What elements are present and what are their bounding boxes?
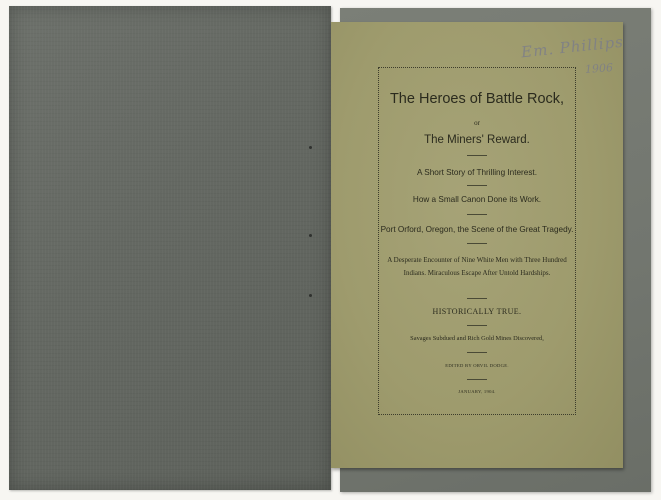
divider-rule: [467, 243, 487, 244]
punch-hole: [309, 146, 312, 149]
tagline-2: How a Small Canon Done its Work.: [412, 195, 542, 204]
punch-hole: [309, 294, 312, 297]
tagline-3: Port Orford, Oregon, the Scene of the Great Tragedy.: [380, 225, 574, 234]
or-separator: or: [474, 119, 480, 127]
divider-rule: [467, 325, 487, 326]
paper-texture: [9, 6, 331, 490]
historically-true: HISTORICALLY TRUE.: [432, 307, 522, 316]
back-cover: [9, 6, 331, 490]
publication-date: JANUARY, 1904.: [458, 389, 496, 394]
divider-rule: [467, 379, 487, 380]
description-paragraph: A Desperate Encounter of Nine White Men with Three Hundred Indians. Miraculous Escape After Untold Hardships.: [387, 256, 567, 277]
punch-hole: [309, 234, 312, 237]
title-page-content: [378, 67, 576, 415]
divider-rule: [467, 298, 487, 299]
tagline-1: A Short Story of Thrilling Interest.: [417, 168, 537, 177]
inscription-name: Em. Phillips: [520, 32, 625, 62]
book-subtitle: The Miners' Reward.: [424, 134, 530, 146]
divider-rule: [467, 185, 487, 186]
editor-credit: EDITED BY ORVIL DODGE.: [445, 363, 509, 368]
book-title: The Heroes of Battle Rock,: [389, 91, 565, 107]
divider-rule: [467, 352, 487, 353]
divider-rule: [467, 214, 487, 215]
divider-rule: [467, 155, 487, 156]
inscription-year: 1906: [584, 61, 614, 76]
savages-line: Savages Subdued and Rich Gold Mines Discovered,: [410, 335, 544, 342]
